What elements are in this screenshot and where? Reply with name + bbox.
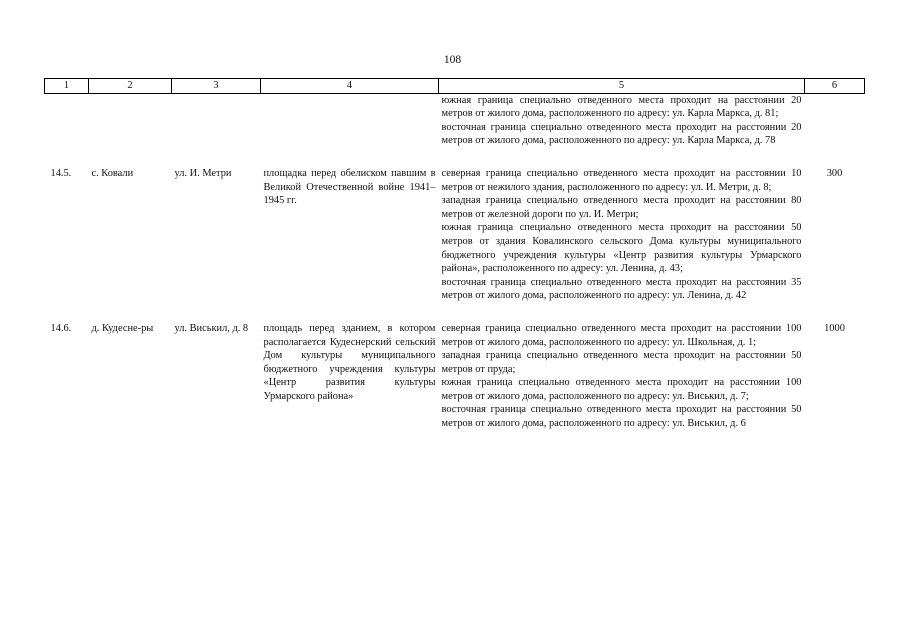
place-cell: площадка перед обелиском павшим в Великой Отечественной войне 1941–1945 гг. bbox=[263, 167, 436, 207]
header-col-5: 5 bbox=[439, 79, 805, 94]
header-row bbox=[45, 79, 865, 94]
continuation-borders bbox=[439, 93, 805, 148]
settlement-cell: д. Кудесне-ры bbox=[91, 322, 154, 334]
table-row bbox=[45, 167, 865, 303]
address-cell: ул. Виськил, д. 8 bbox=[174, 322, 249, 334]
row-number: 14.6. bbox=[50, 322, 72, 334]
address-cell: ул. И. Метри bbox=[174, 167, 232, 179]
border-text: западная граница специально отведенного места проходит на расстоянии 50 метров от пруда; bbox=[441, 350, 802, 375]
border-text: восточная граница специально отведенного места проходит на расстоянии 50 метров от жилого дома, расположенного по адресу: ул. Виськил, д. 6 bbox=[441, 404, 802, 430]
settlement-cell: с. Ковали bbox=[91, 167, 134, 179]
page-number: 108 bbox=[443, 54, 462, 66]
border-text: северная граница специально отведенного места проходит на расстоянии 100 метров от жилого дома, расположенного по адресу: ул. Школьная, д. 1; bbox=[441, 322, 802, 348]
header-col-6: 6 bbox=[805, 79, 865, 94]
header-col-3: 3 bbox=[172, 79, 261, 94]
border-text: южная граница специально отведенного места проходит на расстоянии 20 метров от жилого дома, расположенного по адресу: ул. Карла Маркса, д. 81; bbox=[441, 94, 802, 120]
border-text: северная граница специально отведенного места проходит на расстоянии 10 метров от нежилого здания, расположенного по адресу: ул. И. Метри, д. 8; bbox=[441, 167, 802, 193]
value-cell: 1000 bbox=[824, 322, 845, 334]
row-number: 14.5. bbox=[50, 167, 72, 179]
value-cell: 300 bbox=[826, 167, 843, 179]
border-text: восточная граница специально отведенного места проходит на расстоянии 35 метров от жилого дома, расположенного по адресу: ул. Ленина, д. 42 bbox=[441, 276, 802, 302]
table-row bbox=[45, 322, 865, 431]
header-col-4: 4 bbox=[261, 79, 439, 94]
border-text: южная граница специально отведенного места проходит на расстоянии 50 метров от здания Ковалинского сельского Дома культуры муниципального бюджетного учреждения культуры «Центр развития культуры Урмарского района», расположенного по адресу: ул. Ленина, д. 43; bbox=[441, 222, 802, 275]
header-col-1: 1 bbox=[45, 79, 89, 94]
continuation-row bbox=[45, 93, 865, 148]
borders-cell bbox=[439, 322, 805, 431]
border-text: южная граница специально отведенного места проходит на расстоянии 100 метров от жилого дома, расположенного по адресу: ул. Виськил, д. 7; bbox=[441, 377, 802, 402]
header-col-2: 2 bbox=[89, 79, 172, 94]
places-table bbox=[44, 78, 865, 431]
border-text: восточная граница специально отведенного места проходит на расстоянии 20 метров от жилого дома, расположенного по адресу: ул. Карла Маркса, д. 78 bbox=[441, 121, 802, 147]
border-text: западная граница специально отведенного места проходит на расстоянии 80 метров от железной дороги по ул. И. Метри; bbox=[441, 195, 802, 220]
place-cell: площадь перед зданием, в котором располагается Кудеснерский сельский Дом культуры муниципального бюджетного учреждения культуры «Центр развития культуры Урмарского района» bbox=[263, 322, 436, 402]
borders-cell bbox=[439, 167, 805, 303]
